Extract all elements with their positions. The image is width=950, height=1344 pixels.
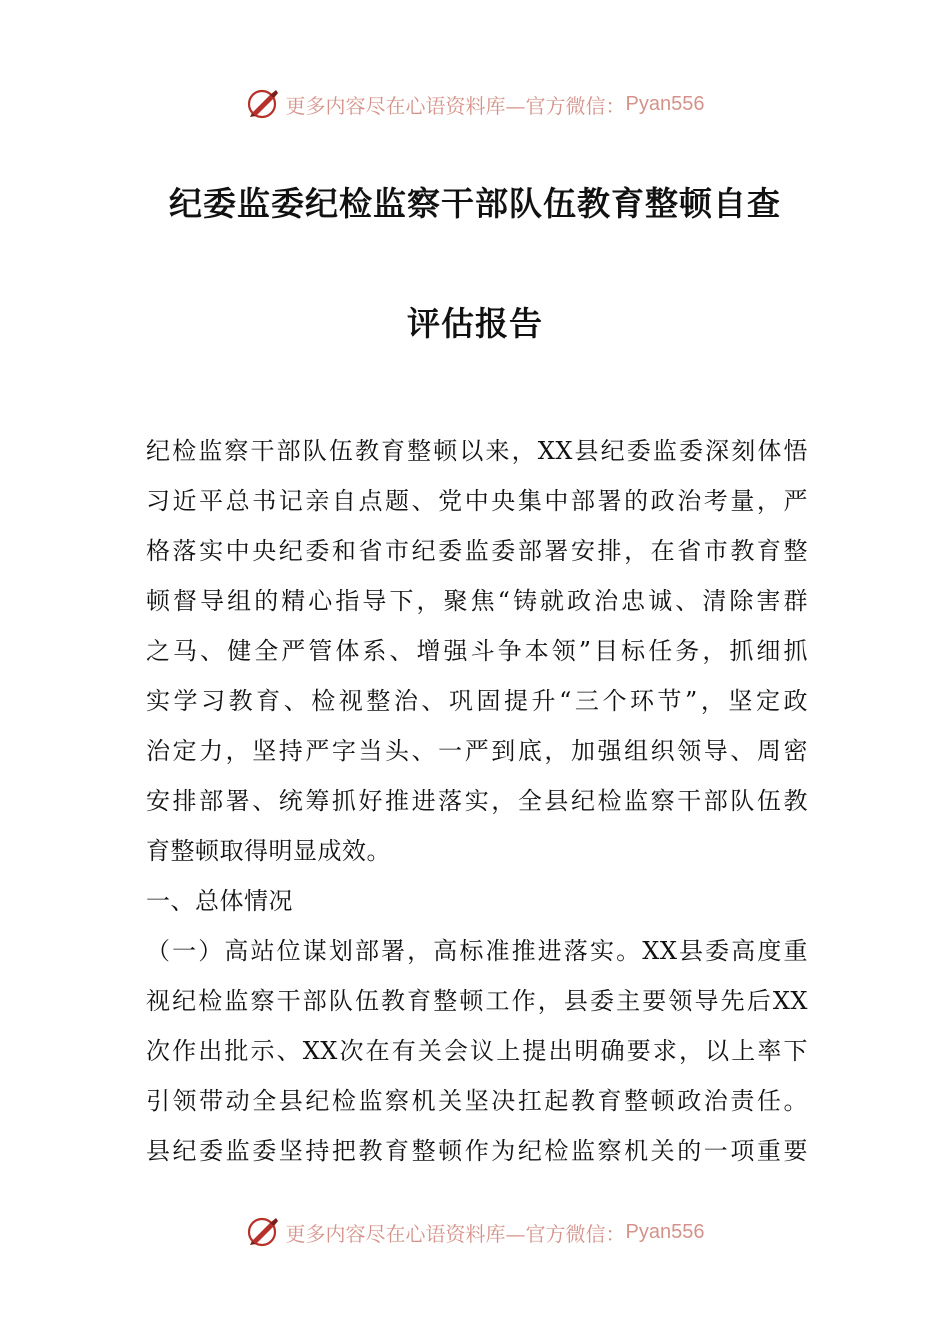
section-heading: 一、总体情况 (146, 887, 293, 915)
pen-logo-icon (246, 1215, 280, 1249)
document-title-line-1: 纪委监委纪检监察干部队伍教育整顿自查 (169, 184, 781, 223)
watermark-text: 更多内容尽在心语资料库—官方微信： (285, 1221, 626, 1246)
body-line: 顿督导组的精心指导下，聚焦“铸就政治忠诚、清除害群 (146, 587, 808, 615)
body-line: 引领带动全县纪检监察机关坚决扛起教育整顿政治责任。 (146, 1087, 808, 1115)
body-line: 之马、健全严管体系、增强斗争本领”目标任务，抓细抓 (146, 637, 808, 665)
footer-watermark (0, 1212, 950, 1252)
body-line: 次作出批示、XX次在有关会议上提出明确要求，以上率下 (146, 1037, 808, 1065)
watermark-wechat-id: Pyan556 (625, 1220, 705, 1243)
document-title-line-2: 评估报告 (407, 304, 543, 343)
pen-logo-icon (246, 87, 280, 121)
header-watermark (0, 84, 950, 124)
body-line: 治定力，坚持严字当头、一严到底，加强组织领导、周密 (146, 737, 808, 765)
body-line: 纪检监察干部队伍教育整顿以来，XX县纪委监委深刻体悟 (146, 437, 808, 465)
body-line: 实学习教育、检视整治、巩固提升“三个环节”，坚定政 (146, 687, 808, 715)
body-line: 格落实中央纪委和省市纪委监委部署安排，在省市教育整 (146, 537, 808, 565)
watermark-text: 更多内容尽在心语资料库—官方微信： (285, 93, 626, 118)
body-line: 县纪委监委坚持把教育整顿作为纪检监察机关的一项重要 (146, 1137, 808, 1165)
body-line: 安排部署、统筹抓好推进落实，全县纪检监察干部队伍教 (146, 787, 808, 815)
body-line: （一）高站位谋划部署，高标准推进落实。XX县委高度重 (146, 937, 808, 965)
body-line: 视纪检监察干部队伍教育整顿工作，县委主要领导先后XX (146, 987, 808, 1015)
watermark-wechat-id: Pyan556 (625, 92, 705, 115)
body-line: 育整顿取得明显成效。 (146, 837, 391, 865)
body-line: 习近平总书记亲自点题、党中央集中部署的政治考量，严 (146, 487, 808, 515)
document-body (146, 426, 808, 1176)
